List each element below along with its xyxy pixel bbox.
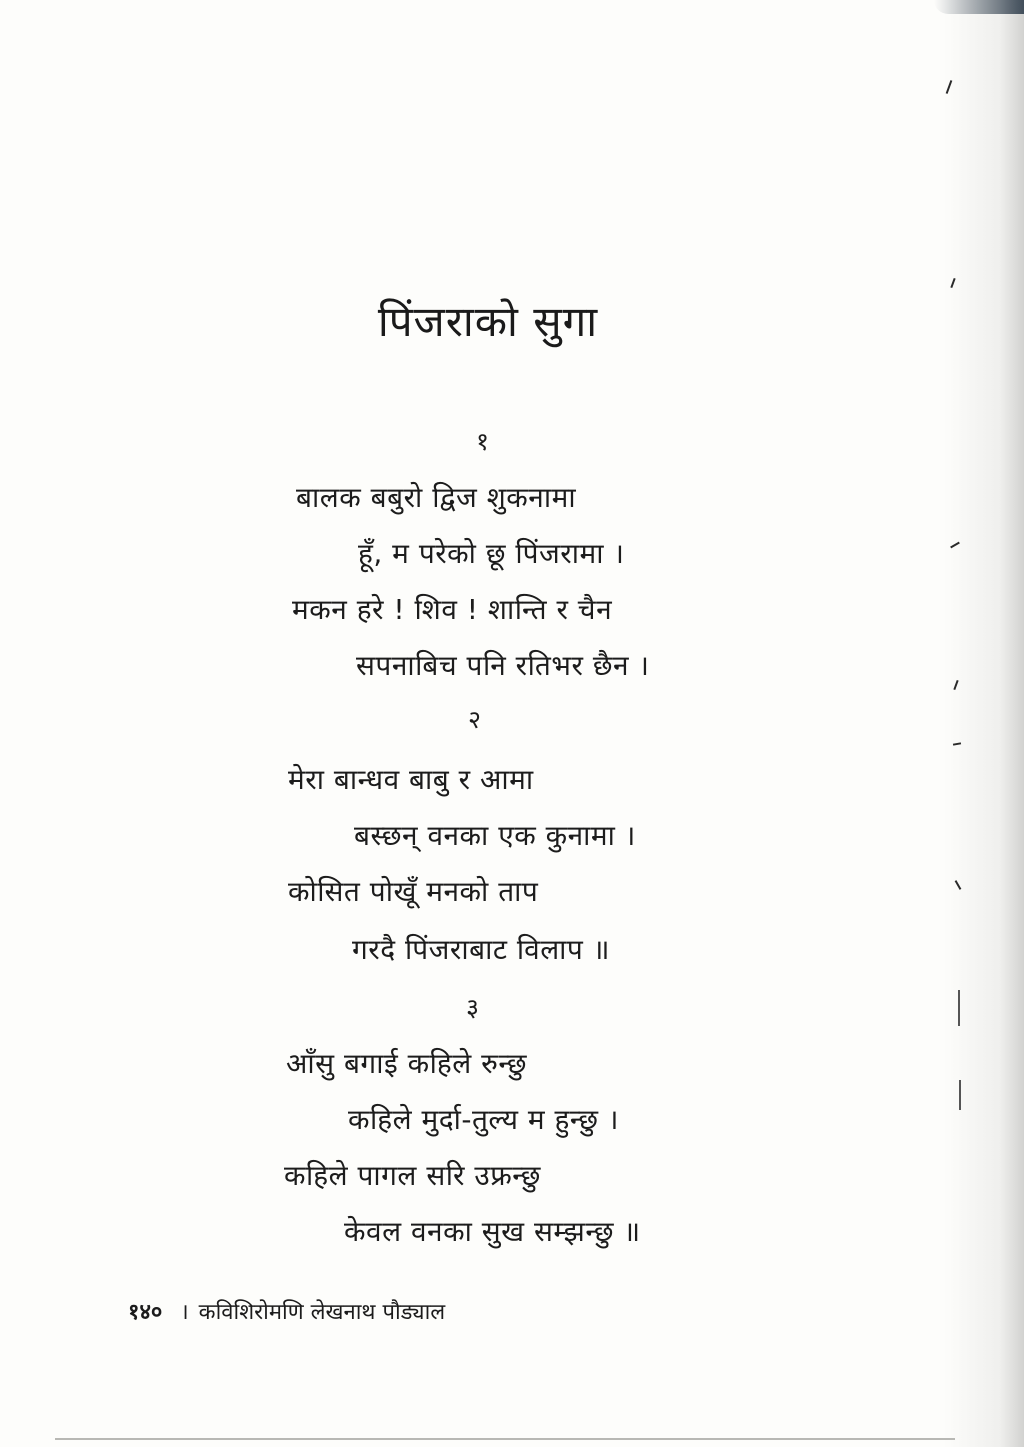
stanza-number: ३	[466, 993, 480, 1022]
verse-line: गरदै पिंजराबाट विलाप ॥	[352, 933, 611, 966]
verse-line: कोसित पोखूँ मनको ताप	[288, 875, 539, 908]
poem-title: पिंजराको सुगा	[377, 297, 599, 346]
verse-line: केवल वनका सुख सम्झन्छु ॥	[344, 1215, 641, 1248]
verse-line: बालक बबुरो द्विज शुकनामा	[296, 481, 577, 514]
verse-line: मकन हरे ! शिव ! शान्ति र चैन	[292, 593, 613, 626]
verse-line: सपनाबिच पनि रतिभर छैन ।	[356, 649, 650, 682]
edge-mark	[958, 990, 960, 1026]
edge-mark	[959, 1080, 961, 1110]
verse-line: हूँ, म परेको छू पिंजरामा ।	[358, 537, 625, 570]
page-number: १४०	[128, 1300, 163, 1325]
verse-line: कहिले मुर्दा-तुल्य म हुन्छु ।	[348, 1103, 620, 1136]
stanza-number: २	[468, 705, 482, 734]
scan-corner-shadow	[934, 0, 1024, 14]
stanza-number: १	[476, 427, 490, 456]
page-bottom-edge	[55, 1438, 955, 1440]
book-author: कविशिरोमणि लेखनाथ पौड्याल	[198, 1300, 446, 1325]
verse-line: मेरा बान्धव बाबु र आमा	[288, 763, 534, 796]
page-footer	[128, 1296, 445, 1326]
verse-line: कहिले पागल सरि उफ्रन्छु	[284, 1159, 541, 1192]
verse-line: बस्छन् वनका एक कुनामा ।	[354, 819, 636, 852]
verse-line: आँसु बगाई कहिले रुन्छु	[286, 1047, 527, 1080]
page-edge-shadow	[944, 0, 1024, 1447]
footer-separator: ।	[180, 1300, 189, 1325]
